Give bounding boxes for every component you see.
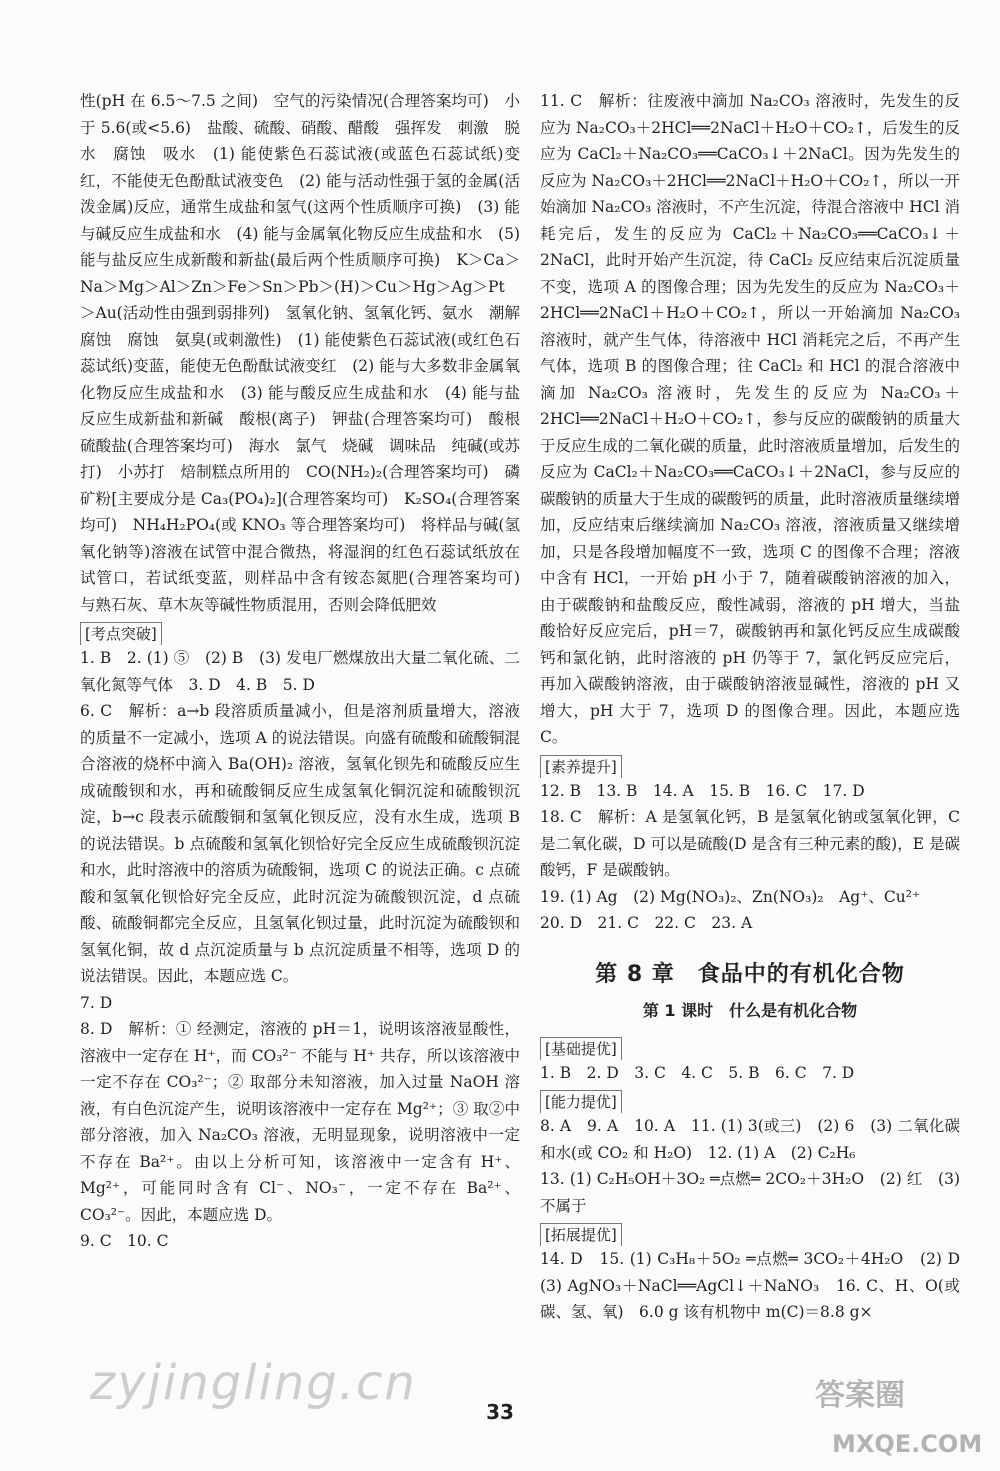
answer-paragraph: 20. D 21. C 22. C 23. A [540, 914, 753, 932]
lesson-title: 第 1 课时 什么是有机化合物 [642, 1000, 858, 1020]
answer-paragraph: 6. C 解析：a→b 段溶质质量减小，但是溶剂质量增大，溶液的质量不一定减小，选项 A 的说法错误。向盛有硫酸和硫酸铜混合溶液的烧杯中滴入 Ba(OH)₂ 溶液，氢氧化钡先和硫酸反应生成硫酸钡和水，再和硫酸铜反应生成氢氧化铜沉淀和硫酸钡沉淀，b→c 段表示硫酸铜和氢氧化钡反应，没有水生成，选项 B 的说法错误。b 点硫酸和氢氧化钡恰好完全反应生成硫酸钡沉淀和水，此时溶液中的溶质为硫酸铜，选项 C 的说法正确。c 点硫酸和氢氧化钡恰好完全反应，此时沉淀为硫酸钡沉淀，d 点硫酸、硫酸铜都完全反应，且氢氧化钡过量，此时沉淀为硫酸钡和氢氧化铜，故 d 点沉淀质量与 b 点沉淀质量不相等，选项 D 的说法错误。因此，本题应选 C。 [80, 702, 520, 985]
answer-paragraph: 11. C 解析：往废液中滴加 Na₂CO₃ 溶液时，先发生的反应为 Na₂CO₃＋2HCl══2NaCl＋H₂O＋CO₂↑，后发生的反应为 CaCl₂＋Na₂CO₃══CaCO₃↓＋2NaCl。因为先发生的反应为 Na₂CO₃＋2HCl══2NaCl＋H₂O＋CO₂↑，所以一开始滴加 Na₂CO₃ 溶液时，不产生沉淀，待混合溶液中 HCl 消耗完后，发生的反应为 CaCl₂＋Na₂CO₃══CaCO₃↓＋2NaCl，此时开始产生沉淀，待 CaCl₂ 反应结束后沉淀质量不变，选项 A 的图像合理；因为先发生的反应为 Na₂CO₃＋2HCl══2NaCl＋H₂O＋CO₂↑，所以一开始滴加 Na₂CO₃ 溶液时，就产生气体，待溶液中 HCl 消耗完之后，不再产生气体，选项 B 的图像合理；往 CaCl₂ 和 HCl 的混合溶液中滴加 Na₂CO₃ 溶液时，先发生的反应为 Na₂CO₃＋2HCl══2NaCl＋H₂O＋CO₂↑，参与反应的碳酸钠的质量大于反应生成的二氧化碳的质量，此时溶液质量增加，后发生的反应为 CaCl₂＋Na₂CO₃══CaCO₃↓＋2NaCl，参与反应的碳酸钠的质量大于生成的碳酸钙的质量，此时溶液质量继续增加，反应结束后继续滴加 Na₂CO₃ 溶液，溶液质量又继续增加，只是各段增加幅度不一致，选项 C 的图像不合理；溶液中含有 HCl，一开始 pH 小于 7，随着碳酸钠溶液的加入，由于碳酸钠和盐酸反应，酸性减弱，溶液的 pH 增大，当盐酸恰好反应完后，pH＝7，碳酸钠再和氯化钙反应生成碳酸钙和氯化钠，此时溶液的 pH 仍等于 7，氯化钙反应完后，再加入碳酸钠溶液，由于碳酸钠溶液显碱性，溶液的 pH 又增大，pH 大于 7，选项 D 的图像合理。因此，本题应选 C。 [540, 92, 960, 746]
answer-paragraph: 19. (1) Ag (2) Mg(NO₃)₂、Zn(NO₃)₂ Ag⁺、Cu²⁺ [540, 887, 921, 906]
answer-paragraph: 12. B 13. B 14. A 15. B 16. C 17. D [540, 781, 865, 800]
left-column [80, 88, 536, 1255]
watermark-site: zyjingling.cn [90, 1355, 417, 1411]
right-column [540, 88, 976, 1326]
answer-paragraph: 18. C 解析：A 是氢氧化钙，B 是氢氧化钠或氢氧化钾，C 是二氧化碳，D 可以是硫酸(D 是含有三种元素的酸)，E 是碳酸钙，F 是碳酸钠。 [540, 808, 960, 879]
section-label-kaodian: [考点突破] [80, 622, 162, 645]
chapter-title: 第 8 章 食品中的有机化合物 [595, 961, 905, 987]
answer-paragraph: 9. C 10. C [80, 1232, 169, 1250]
answer-paragraph: 性(pH 在 6.5～7.5 之间) 空气的污染情况(合理答案均可) 小于 5.6(或<5.6) 盐酸、硫酸、硝酸、醋酸 强挥发 刺激 脱水 腐蚀 吸水 (1) 能使紫色石蕊试液(或蓝色石蕊试纸)变红，不能使无色酚酞试液变色 (2) 能与活动性强于氢的金属(活泼金属)反应，通常生成盐和氢气(这两个性质顺序可换) (3) 能与碱反应生成盐和水 (4) 能与金属氧化物反应生成盐和水 (5) 能与盐反应生成新酸和新盐(最后两个性质顺序可换) K＞Ca＞Na＞Mg＞Al＞Zn＞Fe＞Sn＞Pb＞(H)＞Cu＞Hg＞Ag＞Pt＞Au(活动性由强到弱排列) 氢氧化钠、氢氧化钙、氨水 潮解 腐蚀 腐蚀 氨臭(或刺激性) (1) 能使紫色石蕊试液(或红色石蕊试纸)变蓝，能使无色酚酞试液变红 (2) 能与大多数非金属氧化物反应生成盐和水 (3) 能与酸反应生成盐和水 (4) 能与盐反应生成新盐和新碱 酸根(离子) 钾盐(合理答案均可) 酸根 硫酸盐(合理答案均可) 海水 氯气 烧碱 调味品 纯碱(或苏打) 小苏打 焙制糕点所用的 CO(NH₂)₂(合理答案均可) 磷矿粉[主要成分是 Ca₃(PO₄)₂](合理答案均可) K₂SO₄(合理答案均可) NH₄H₂PO₄(或 KNO₃ 等合理答案均可) 将样品与碱(氢氧化钠等)溶液在试管中混合微热，将湿润的红色石蕊试纸放在试管口，若试纸变蓝，则样品中含有铵态氮肥(合理答案均可) 与熟石灰、草木灰等碱性物质混用，否则会降低肥效 [80, 92, 536, 614]
watermark-domain: MXQE.COM [832, 1430, 983, 1458]
section-label-suyang: [素养提升] [540, 755, 622, 778]
answer-paragraph: 13. (1) C₂H₅OH＋3O₂ ═点燃═ 2CO₂＋3H₂O (2) 红 (3) 不属于 [540, 1170, 960, 1215]
page-number: 33 [486, 1400, 514, 1424]
answer-paragraph: 1. B 2. (1) ⑤ (2) B (3) 发电厂燃煤放出大量二氧化硫、二氧化氮等气体 3. D 4. B 5. D [80, 649, 520, 694]
answer-paragraph: 8. A 9. A 10. A 11. (1) 3(或三) (2) 6 (3) 二氧化碳和水(或 CO₂ 和 H₂O) 12. (1) A (2) C₂H₆ [540, 1117, 960, 1162]
section-label-nengli: [能力提优] [540, 1090, 622, 1113]
section-label-jichu: [基础提优] [540, 1037, 622, 1060]
answer-paragraph: 1. B 2. D 3. C 4. C 5. B 6. C 7. D [540, 1063, 855, 1082]
watermark-logo: 答案圈 [815, 1378, 905, 1413]
section-label-tuozhan: [拓展提优] [540, 1223, 622, 1246]
answer-paragraph: 8. D 解析：① 经测定，溶液的 pH＝1，说明该溶液显酸性，溶液中一定存在 H⁺，而 CO₃²⁻ 不能与 H⁺ 共存，所以该溶液中一定不存在 CO₃²⁻；② 取部分未知溶液，加入过量 NaOH 溶液，有白色沉淀产生，说明该溶液中一定存在 Mg²⁺；③ 取②中部分溶液，加入 Na₂CO₃ 溶液，无明显现象，说明溶液中一定不存在 Ba²⁺。由以上分析可知，该溶液中一定含有 H⁺、Mg²⁺，可能同时含有 Cl⁻、NO₃⁻，一定不存在 Ba²⁺、CO₃²⁻。因此，本题应选 D。 [80, 1020, 520, 1224]
answer-paragraph: 7. D [80, 993, 113, 1012]
answer-paragraph: 14. D 15. (1) C₃H₈＋5O₂ ═点燃═ 3CO₂＋4H₂O (2) D (3) AgNO₃＋NaCl══AgCl↓＋NaNO₃ 16. C、H、O(或碳、氢、氧) 6.0 g 该有机物中 m(C)＝8.8 g× [540, 1250, 976, 1321]
